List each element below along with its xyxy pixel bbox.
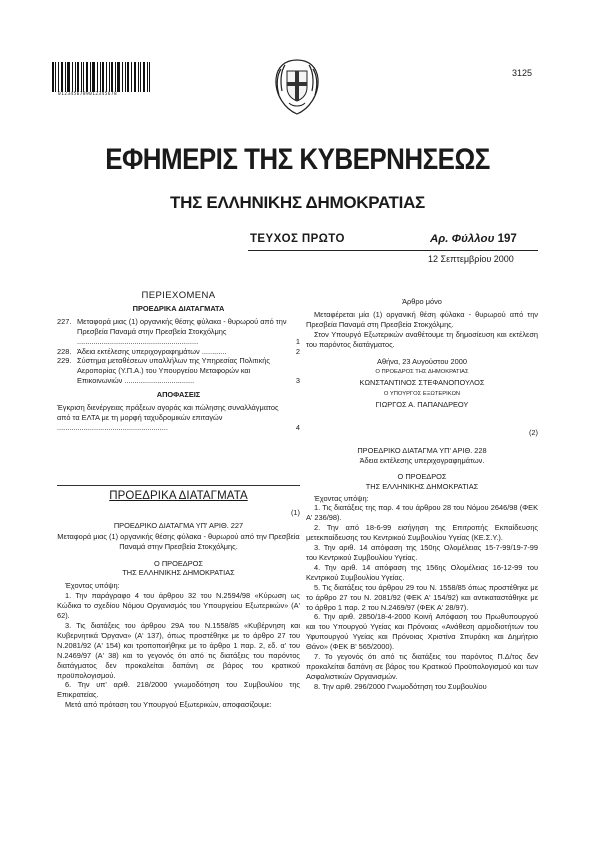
article-heading: Άρθρο μόνο (402, 297, 442, 306)
sheet-label: Αρ. Φύλλου (430, 233, 495, 245)
toc-item-text: Σύστημα μεταθέσεων υπαλλήλων της Υπηρεσίας Πολιτικής Αεροπορίας (Υ.Π.Α.) του Υπουργείου Μεταφορών και Επικοινωνιών .................................. (77, 356, 270, 386)
toc-item-text: Έγκριση διενέργειας πράξεων αγοράς και πώλησης συναλλάγματος από τα ΕΛΤΑ με τη μορφή ταχυδρομικών επιταγών ...................................................... (57, 403, 279, 432)
president-title-small: Ο ΠΡΟΕΔΡΟΣ ΤΗΣ ΔΗΜΟΚΡΑΤΙΑΣ (375, 369, 469, 376)
president-heading-2: ΤΗΣ ΕΛΛΗΝΙΚΗΣ ΔΗΜΟΚΡΑΤΙΑΣ (365, 481, 479, 491)
decree-marker: (1) (290, 507, 300, 517)
decree-paragraph: 3. Την αριθ. 14 απόφαση της 150ης Ολομέλειας 15-7-99/19-7-99 του Κεντρικού Συμβουλίου Υγείας. (306, 543, 538, 562)
greek-coat-of-arms-icon (267, 57, 327, 117)
barcode (52, 62, 150, 92)
decree-paragraph: 6. Την αριθ. 2850/18-4-2000 Κοινή Απόφαση του Πρωθυπουργού και του Υπουργού Υγείας και Πρόνοιας «Ανάθεση αρμοδιοτήτων του Υφυπουργού Υγείας και Πρόνοιας Χριστίνα Σπυράκη και Δημήτριο Θάνο» (ΦΕΚ Β' 565/2000). (306, 612, 538, 652)
barcode-digits: 0123456789012345678 (58, 92, 118, 97)
decree-paragraph: Μετά από πρόταση του Υπουργού Εξωτερικών, αποφασίζουμε: (65, 700, 272, 710)
toc-item[interactable] (57, 317, 300, 347)
toc-item-number: 227. (57, 316, 72, 326)
considering: Έχοντας υπόψη: (314, 493, 369, 503)
table-of-contents (57, 291, 300, 433)
president-heading-2: ΤΗΣ ΕΛΛΗΝΙΚΗΣ ΔΗΜΟΚΡΑΤΙΑΣ (122, 568, 235, 578)
minister-title-small: Ο ΥΠΟΥΡΓΟΣ ΕΞΩΤΕΡΙΚΩΝ (383, 391, 461, 398)
toc-heading: ΠΕΡΙΕΧΟΜΕΝΑ (141, 290, 216, 301)
president-heading-1: Ο ΠΡΟΕΔΡΟΣ (154, 558, 203, 568)
sheet-value: 197 (497, 233, 517, 245)
decrees-heading: ΠΡΟΕΔΡΙΚΑ ΔΙΑΤΑΓΜΑΤΑ (109, 490, 248, 502)
toc-item-page: 4 (295, 422, 300, 432)
toc-item-text: Άδεια εκτέλεσης υπεριχογραφημάτων ............ (77, 346, 227, 356)
toc-item[interactable] (57, 347, 300, 357)
decree-subject: Μεταφορά μιας (1) οργανικής θέσης φύλακα - θυρωρού από την Πρεσβεία Παναμά στην Πρεσβεία Στοκχόλμης. (57, 531, 300, 551)
president-name: ΚΩΝΣΤΑΝΤΙΝΟΣ ΣΤΕΦΑΝΟΠΟΥΛΟΣ (359, 378, 485, 388)
decree-227 (57, 492, 300, 710)
section-divider (57, 485, 300, 486)
decree-subject: Άδεια εκτέλεσης υπεριχογραφημάτων. (359, 455, 485, 465)
decree-paragraph: 1. Την παράγραφο 4 του άρθρου 32 του Ν.2594/98 «Κύρωση ως Κώδικα το σχεδίου Νόμου Οργανισμός του Υπουργείου Εξωτερικών» (Α' 62). (57, 591, 300, 621)
toc-item-text: Μεταφορά μιας (1) οργανικής θέσης φύλακα - θυρωρού από την Πρεσβεία Παναμά στην Πρεσβεία Στοκχόλμης ........................................................... (77, 316, 287, 346)
decree-paragraph: 4. Την αριθ. 14 απόφαση της 156ης Ολομέλειας 16-12-99 του Κεντρικού Συμβουλίου Υγείας. (306, 562, 538, 582)
sheet-number (430, 233, 517, 245)
page-number: 3125 (512, 68, 533, 78)
toc-section-decisions: ΑΠΟΦΑΣΕΙΣ (156, 390, 201, 400)
place-date: Αθήνα, 23 Αυγούστου 2000 (377, 356, 467, 366)
minister-name: ΓΙΩΡΓΟΣ Α. ΠΑΠΑΝΔΡΕΟΥ (375, 400, 469, 410)
toc-item[interactable] (57, 403, 300, 433)
decree-228 (306, 428, 538, 692)
decree-paragraph: 2. Την από 18-6-99 εισήγηση της Επιτροπής Εκπαίδευσης μετεκπαίδευσης του Κεντρικού Συμβουλίου Υγείας (ΚΕ.Σ.Υ.). (306, 523, 538, 543)
decree-paragraph: 1. Τις διατάξεις της παρ. 4 του άρθρου 28 του Νόμου 2646/98 (ΦΕΚ Α' 236/98). (306, 503, 538, 523)
article-text: Στον Υπουργό Εξωτερικών αναθέτουμε τη δημοσίευση και εκτέλεση του παρόντος διατάγματος. (306, 329, 538, 349)
decree-paragraph: 8. Την αριθ. 296/2000 Γνωμοδότηση του Συμβουλίου (314, 681, 487, 691)
header-rule (248, 250, 538, 251)
toc-section-decrees: ΠΡΟΕΔΡΙΚΑ ΔΙΑΤΑΓΜΑΤΑ (132, 303, 225, 313)
decree-title: ΠΡΟΕΔΡΙΚΟ ΔΙΑΤΑΓΜΑ ΥΠ' ΑΡΙΘ. 228 (357, 445, 487, 455)
decree-paragraph: 6. Την υπ' αριθ. 218/2000 γνωμοδότηση του Συμβουλίου της Επικρατείας. (57, 680, 300, 700)
gazette-subtitle: ΤΗΣ ΕΛΛΗΝΙΚΗΣ ΔΗΜΟΚΡΑΤΙΑΣ (170, 193, 425, 212)
considering: Έχοντας υπόψη: (65, 581, 120, 591)
toc-item-number: 228. (57, 346, 72, 356)
article-text: Μεταφέρεται μία (1) οργανική θέση φύλακα - θυρωρού από την Πρεσβεία Παναμά στη Πρεσβεία Στοκχόλμης. (306, 309, 538, 329)
toc-item-number: 229. (57, 356, 72, 366)
issue-date: 12 Σεπτεμβρίου 2000 (428, 254, 514, 264)
toc-item-page: 3 (295, 376, 300, 386)
toc-item-page: 2 (295, 346, 300, 356)
decree-227-article (306, 297, 538, 410)
decree-paragraph: 5. Τις διατάξεις του άρθρου 29 του Ν. 1558/85 όπως προστέθηκε με το άρθρο 27 του Ν. 2081/92 (ΦΕΚ Α' 154/92) και αντικαταστάθηκε με το άρθρο 1 παρ. 2 του Ν.2469/97 (ΦΕΚ Α' 28/97). (306, 582, 538, 612)
issue-series: ΤΕΥΧΟΣ ΠΡΩΤΟ (250, 233, 345, 245)
toc-item-page: 1 (295, 336, 300, 346)
decree-paragraph: 7. Το γεγονός ότι από τις διατάξεις του παρόντος Π.Δ/τος δεν προκαλείται δαπάνη σε βάρος του Κρατικού Προϋπολογισμού και των Ασφαλιστικών Οργανισμών. (306, 652, 538, 681)
toc-item[interactable] (57, 356, 300, 386)
decree-paragraph: 3. Τις διατάξεις του άρθρου 29Α του Ν.1558/85 «Κυβέρνηση και Κυβερνητικά Όργανα» (Α' 137), όπως προστέθηκε με το άρθρο 27 του Ν.2081/92 (Α' 154) και τροποποιήθηκε με το άρθρο 1 παρ. 2, εδ. α' του Ν.2469/97 (Α' 38) και το γεγονός ότι από τις διατάξεις του παρόντος διατάγματος δεν προκαλείται δαπάνη σε βάρος του κρατικού προϋπολογισμού. (57, 620, 300, 680)
decree-marker: (2) (528, 428, 538, 437)
decree-title: ΠΡΟΕΔΡΙΚΟ ΔΙΑΤΑΓΜΑ ΥΠ' ΑΡΙΘ. 227 (113, 520, 244, 530)
president-heading-1: Ο ΠΡΟΕΔΡΟΣ (397, 471, 447, 481)
gazette-title: ΕΦΗΜΕΡΙΣ ΤΗΣ ΚΥΒΕΡΝΗΣΕΩΣ (105, 143, 490, 176)
